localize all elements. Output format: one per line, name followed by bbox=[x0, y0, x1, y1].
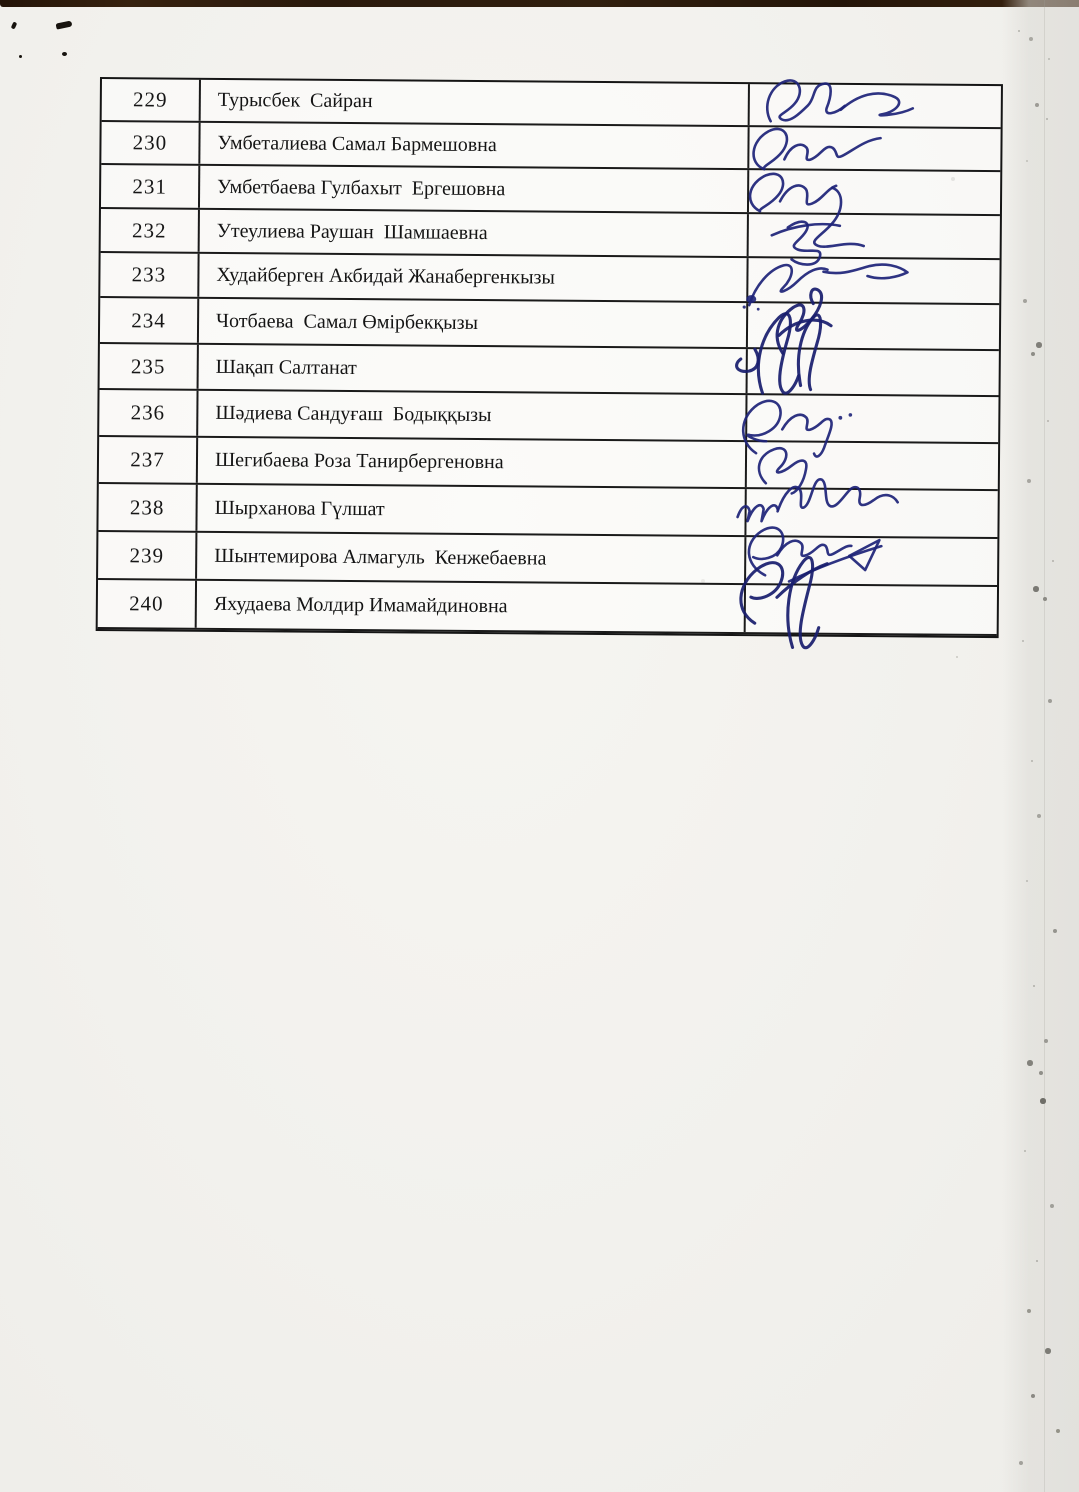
ink-speck bbox=[62, 52, 67, 56]
row-number-cell: 237 bbox=[99, 437, 198, 483]
table-row bbox=[100, 253, 999, 305]
name-cell: Шырханова Гүлшат bbox=[197, 485, 746, 535]
ink-speck bbox=[56, 20, 73, 29]
name-cell: Чотбаева Самал Өмірбекқызы bbox=[199, 299, 748, 347]
signature-cell bbox=[748, 258, 999, 303]
table-row bbox=[98, 484, 997, 539]
signature-cell bbox=[746, 585, 997, 634]
table-row bbox=[99, 437, 998, 491]
name-cell: Яхудаева Молдир Имамайдиновна bbox=[197, 581, 746, 632]
name-cell: Утеулиева Раушан Шамшаевна bbox=[200, 210, 749, 256]
table-row bbox=[98, 580, 997, 636]
ink-speck bbox=[11, 21, 18, 29]
name-cell: Турысбек Сайран bbox=[201, 80, 750, 125]
scanner-edge-artifact bbox=[0, 0, 1079, 7]
row-number-cell: 239 bbox=[98, 532, 197, 579]
name-cell: Шәдиева Сандуғаш Бодыққызы bbox=[198, 391, 747, 440]
row-number-cell: 230 bbox=[101, 122, 200, 164]
row-number-cell: 234 bbox=[100, 298, 199, 343]
name-cell: Шақап Салтанат bbox=[199, 345, 748, 393]
name-cell: Умбеталиева Самал Бармешовна bbox=[200, 123, 749, 168]
name-cell: Шегибаева Роза Танирбергеновна bbox=[198, 438, 747, 487]
signature-cell bbox=[748, 303, 999, 349]
table-row bbox=[98, 532, 997, 587]
table-row bbox=[101, 122, 1000, 172]
signature-table bbox=[96, 77, 1003, 638]
name-cell: Шынтемирова Алмагуль Кенжебаевна bbox=[197, 533, 746, 583]
signature-cell bbox=[749, 170, 1000, 214]
row-number-cell: 229 bbox=[102, 79, 201, 121]
scan-noise-streak bbox=[1044, 0, 1045, 1492]
name-cell: Умбетбаева Гулбахыт Ергешовна bbox=[200, 166, 749, 212]
row-number-cell: 240 bbox=[98, 580, 197, 628]
table-row bbox=[99, 390, 998, 444]
signature-cell bbox=[746, 537, 997, 585]
row-number-cell: 235 bbox=[100, 344, 199, 389]
signature-cell bbox=[747, 395, 998, 442]
row-number-cell: 233 bbox=[100, 253, 199, 297]
signature-cell bbox=[749, 214, 1000, 258]
signature-cell bbox=[749, 127, 1000, 170]
scan-noise-strip bbox=[1002, 0, 1079, 1492]
signature-cell bbox=[750, 84, 1001, 127]
table-row bbox=[100, 298, 999, 351]
signature-cell bbox=[747, 442, 998, 489]
table-row bbox=[100, 344, 999, 397]
name-cell: Худайберген Акбидай Жанабергенкызы bbox=[199, 254, 748, 301]
table-row bbox=[101, 165, 1000, 216]
table-row bbox=[101, 209, 1000, 260]
row-number-cell: 236 bbox=[99, 390, 198, 436]
scan-noise-specks bbox=[1002, 0, 1004, 2]
row-number-cell: 238 bbox=[98, 484, 197, 531]
ink-speck bbox=[19, 55, 22, 58]
row-number-cell: 232 bbox=[101, 209, 200, 252]
table-row bbox=[102, 79, 1001, 129]
signature-cell bbox=[746, 489, 997, 537]
signature-cell bbox=[748, 349, 999, 395]
row-number-cell: 231 bbox=[101, 165, 200, 208]
